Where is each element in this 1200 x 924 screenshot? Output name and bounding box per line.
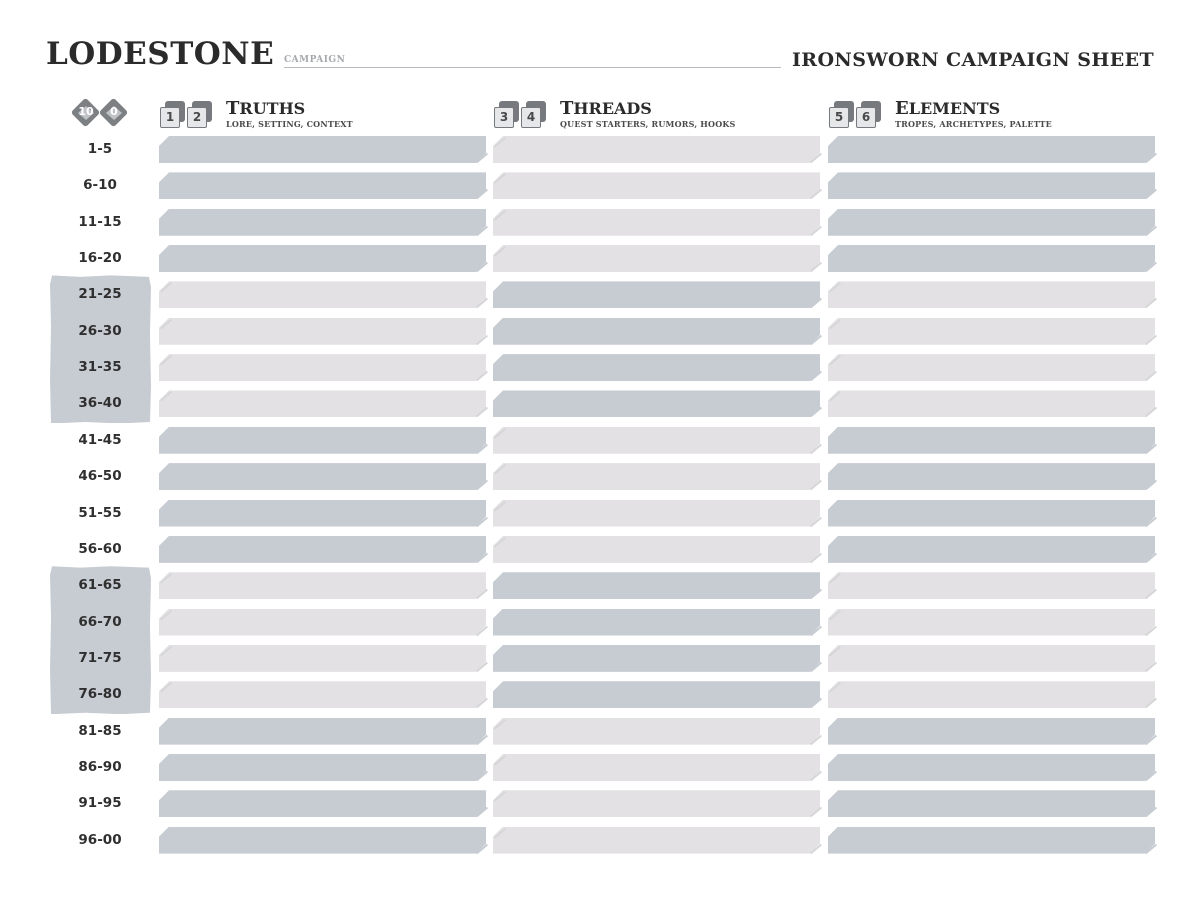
oracle-entry-field[interactable] [828,572,1155,599]
d6-face-value: 1 [160,107,180,128]
oracle-entry-field[interactable] [828,645,1155,672]
column-title-initial: T [560,98,574,119]
campaign-label: CAMPAIGN [284,55,346,65]
oracle-entry-field[interactable] [828,390,1155,417]
oracle-entry-field[interactable] [159,790,486,817]
roll-range-label: 1-5 [87,141,113,157]
oracle-entry-field[interactable] [159,500,486,527]
oracle-entry-field[interactable] [493,209,820,236]
oracle-entry-field[interactable] [493,136,820,163]
oracle-entry-field[interactable] [159,427,486,454]
roll-range-label: 46-50 [78,468,122,485]
column-title-initial: E [895,98,909,119]
column-subtitle: TROPES, ARCHETYPES, PALETTE [895,119,1052,129]
roll-range-label: 56-60 [78,540,122,557]
oracle-entry-field[interactable] [493,463,820,490]
oracle-entry-field[interactable] [159,463,486,490]
oracle-entry-field[interactable] [493,790,820,817]
column-title [895,98,1001,119]
oracle-entry-field[interactable] [159,318,486,345]
oracle-entry-field[interactable] [828,609,1155,636]
roll-range-label: 41-45 [78,431,122,448]
oracle-entry-field[interactable] [493,354,820,381]
oracle-entry-field[interactable] [828,245,1155,272]
oracle-entry-field[interactable] [493,754,820,781]
d6-face-value: 6 [856,107,876,128]
roll-range-label: 36-40 [78,395,122,412]
roll-range-label: 91-95 [78,795,122,812]
d6-face-value: 3 [494,107,514,128]
column-subtitle: QUEST STARTERS, RUMORS, HOOKS [560,119,736,129]
column-title [560,98,652,119]
roll-range-label: 51-55 [78,504,122,521]
oracle-entry-field[interactable] [159,536,486,563]
oracle-entry-field[interactable] [828,827,1155,854]
column-title [226,98,306,119]
roll-range-label: 96-00 [78,831,122,848]
oracle-entry-field[interactable] [159,681,486,708]
oracle-entry-field[interactable] [493,572,820,599]
roll-range-label: 26-30 [78,322,122,339]
oracle-entry-field[interactable] [828,209,1155,236]
oracle-entry-field[interactable] [159,645,486,672]
oracle-entry-field[interactable] [159,609,486,636]
oracle-entry-field[interactable] [828,354,1155,381]
column-title-rest: LEMENTS [908,99,1001,118]
d6-face-value: 5 [829,107,849,128]
oracle-entry-field[interactable] [828,536,1155,563]
oracle-entry-field[interactable] [159,718,486,745]
roll-range-label: 81-85 [78,722,122,739]
oracle-entry-field[interactable] [828,136,1155,163]
oracle-entry-field[interactable] [493,827,820,854]
oracle-entry-field[interactable] [828,172,1155,199]
column-title-initial: T [226,98,240,119]
oracle-entry-field[interactable] [493,318,820,345]
roll-range-label: 66-70 [78,613,122,630]
oracle-entry-field[interactable] [159,209,486,236]
d10-ones-icon [99,98,129,128]
d10-ones-value: 0 [110,105,118,118]
oracle-entry-field[interactable] [493,536,820,563]
oracle-entry-field[interactable] [493,609,820,636]
oracle-entry-field[interactable] [493,245,820,272]
column-title-rest: RUTHS [239,99,306,118]
oracle-entry-field[interactable] [828,318,1155,345]
oracle-entry-field[interactable] [493,281,820,308]
oracle-entry-field[interactable] [159,390,486,417]
oracle-entry-field[interactable] [493,500,820,527]
d6-icon [828,101,854,128]
column-title-rest: HREADS [573,99,652,118]
d6-icon [493,101,519,128]
roll-range-label: 76-80 [78,686,122,703]
oracle-entry-field[interactable] [828,718,1155,745]
oracle-entry-field[interactable] [159,754,486,781]
roll-range-label: 6-10 [83,177,117,194]
oracle-entry-field[interactable] [159,172,486,199]
oracle-entry-field[interactable] [493,681,820,708]
oracle-entry-field[interactable] [828,463,1155,490]
oracle-entry-field[interactable] [828,681,1155,708]
oracle-entry-field[interactable] [159,245,486,272]
roll-range-label: 71-75 [78,649,122,666]
oracle-entry-field[interactable] [159,827,486,854]
oracle-entry-field[interactable] [159,572,486,599]
oracle-entry-field[interactable] [828,427,1155,454]
roll-range-label: 21-25 [78,286,122,303]
d10-tens-value: 10 [78,105,94,118]
oracle-entry-field[interactable] [493,172,820,199]
column-subtitle: LORE, SETTING, CONTEXT [226,119,353,129]
d6-icon [520,101,546,128]
oracle-entry-field[interactable] [828,754,1155,781]
roll-range-label: 16-20 [78,250,122,267]
d6-icon [159,101,185,128]
roll-range-label: 11-15 [78,213,122,230]
oracle-entry-field[interactable] [159,136,486,163]
d6-face-value: 2 [187,107,207,128]
roll-range-label: 61-65 [78,577,122,594]
oracle-entry-field[interactable] [493,390,820,417]
d10-tens-icon [71,98,101,128]
oracle-entry-field[interactable] [828,500,1155,527]
oracle-entry-field[interactable] [159,354,486,381]
oracle-entry-field[interactable] [493,645,820,672]
d6-icon [186,101,212,128]
roll-range-label: 31-35 [78,359,122,376]
d6-face-value: 4 [521,107,541,128]
oracle-entry-field[interactable] [493,427,820,454]
roll-range-label: 86-90 [78,758,122,775]
d6-icon [855,101,881,128]
brand-title: LODESTONE [46,36,275,72]
oracle-entry-field[interactable] [493,718,820,745]
campaign-name-line[interactable] [284,67,781,68]
oracle-entry-field[interactable] [828,790,1155,817]
oracle-entry-field[interactable] [159,281,486,308]
sheet-title: IRONSWORN CAMPAIGN SHEET [792,49,1154,71]
oracle-entry-field[interactable] [828,281,1155,308]
